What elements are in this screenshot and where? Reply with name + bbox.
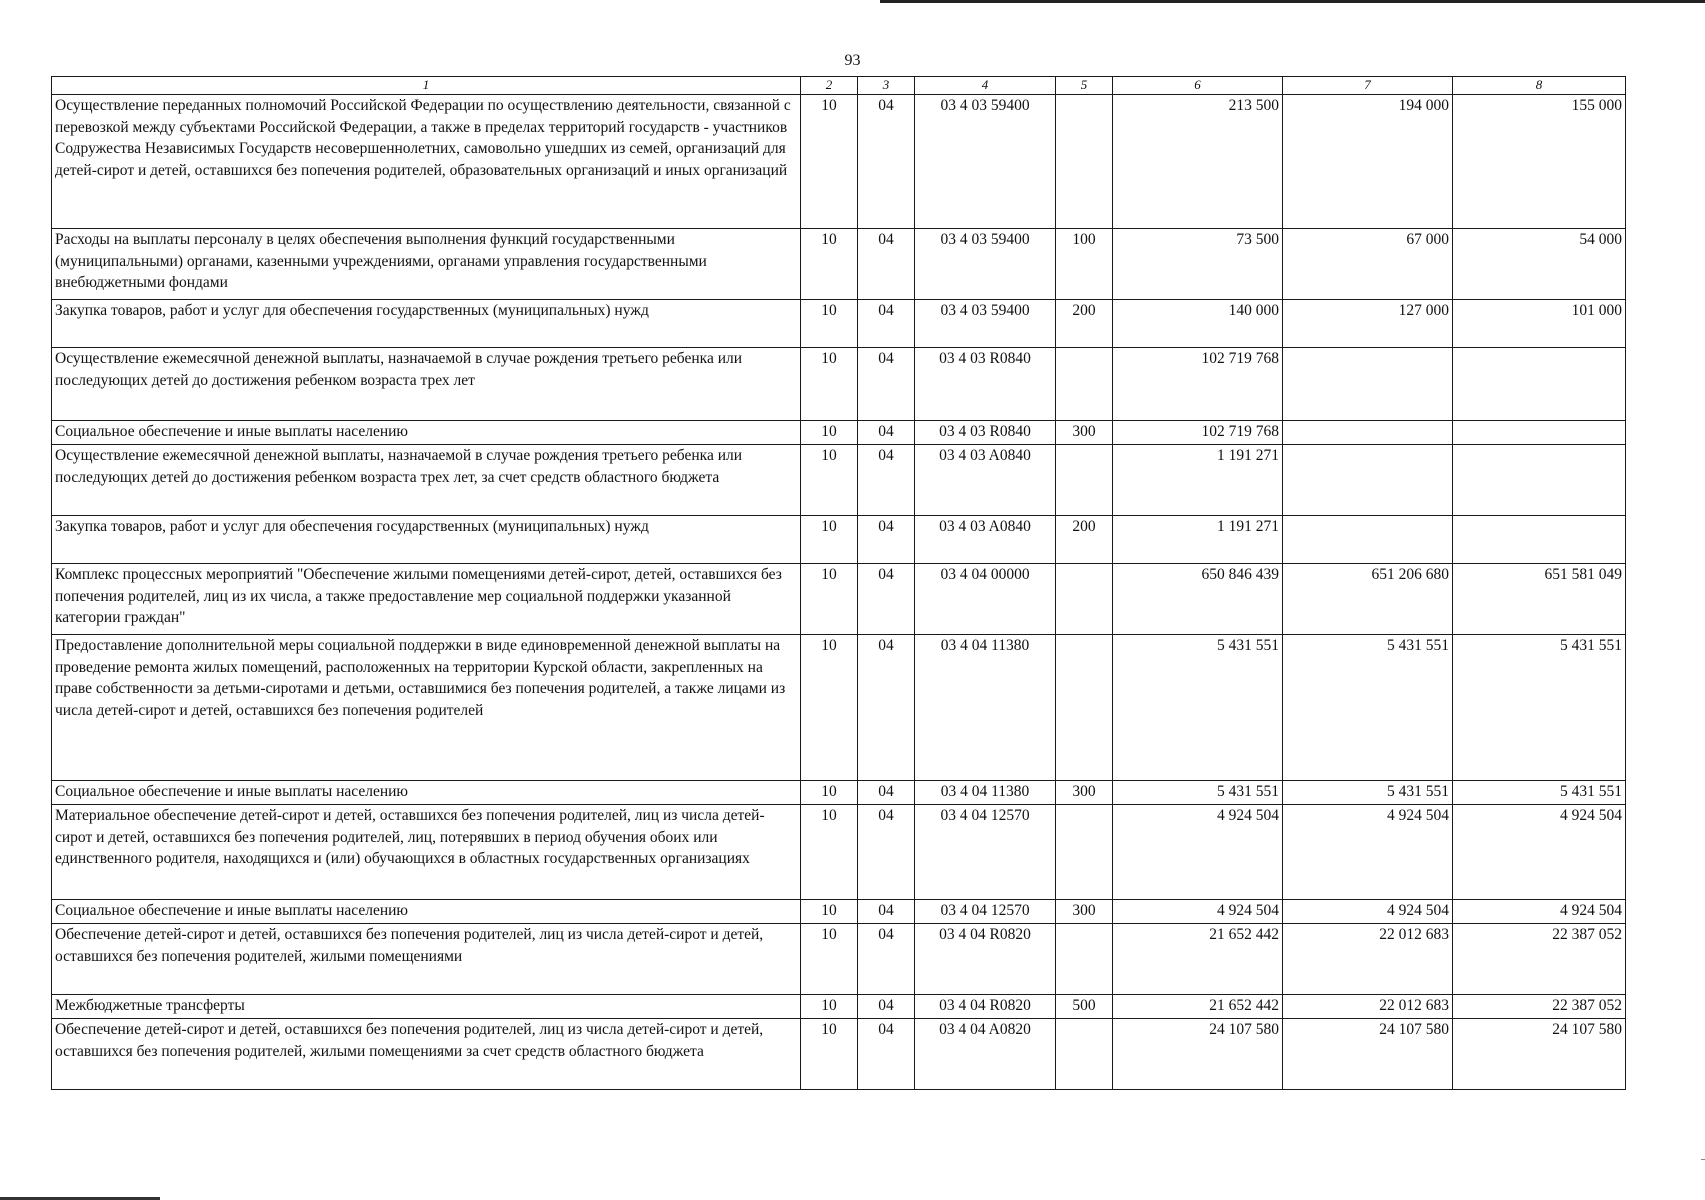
- section-code: 10: [801, 229, 858, 300]
- amount-col7: 22 012 683: [1283, 995, 1453, 1019]
- amount-col7: 127 000: [1283, 300, 1453, 348]
- target-article-code: 03 4 03 R0840: [915, 348, 1056, 421]
- section-code: 10: [801, 635, 858, 781]
- table-row: [52, 445, 1626, 516]
- target-article-code: 03 4 04 12570: [915, 900, 1056, 924]
- subsection-code: 04: [858, 900, 915, 924]
- amount-col6: 5 431 551: [1113, 635, 1283, 781]
- section-code: 10: [801, 445, 858, 516]
- expense-name: Осуществление ежемесячной денежной выплаты, назначаемой в случае рождения третьего ребенка или последующих детей до достижения ребенком возраста трех лет, за счет средств областного бюджета: [52, 445, 801, 516]
- section-code: 10: [801, 516, 858, 564]
- column-header: 6: [1113, 77, 1283, 95]
- expense-type-code: [1056, 564, 1113, 635]
- table-row: [52, 781, 1626, 805]
- amount-col6: 4 924 504: [1113, 900, 1283, 924]
- amount-col6: 102 719 768: [1113, 421, 1283, 445]
- page-number: 93: [844, 52, 861, 69]
- target-article-code: 03 4 03 59400: [915, 229, 1056, 300]
- target-article-code: 03 4 04 00000: [915, 564, 1056, 635]
- table-row: [52, 348, 1626, 421]
- section-code: 10: [801, 95, 858, 229]
- section-code: 10: [801, 348, 858, 421]
- target-article-code: 03 4 03 R0840: [915, 421, 1056, 445]
- expense-name: Социальное обеспечение и иные выплаты населению: [52, 781, 801, 805]
- subsection-code: 04: [858, 95, 915, 229]
- target-article-code: 03 4 03 A0840: [915, 516, 1056, 564]
- expense-name: Социальное обеспечение и иные выплаты населению: [52, 421, 801, 445]
- expense-type-code: 200: [1056, 300, 1113, 348]
- expense-name: Обеспечение детей-сирот и детей, оставшихся без попечения родителей, лиц из числа детей-сирот и детей, оставшихся без попечения родителей, жилыми помещениями за счет средств областного бюджета: [52, 1019, 801, 1090]
- table-row: [52, 924, 1626, 995]
- amount-col8: 54 000: [1453, 229, 1626, 300]
- section-code: 10: [801, 421, 858, 445]
- subsection-code: 04: [858, 781, 915, 805]
- expense-type-code: [1056, 1019, 1113, 1090]
- expense-type-code: 300: [1056, 421, 1113, 445]
- section-code: 10: [801, 995, 858, 1019]
- target-article-code: 03 4 04 11380: [915, 635, 1056, 781]
- amount-col6: 21 652 442: [1113, 995, 1283, 1019]
- amount-col8: 5 431 551: [1453, 781, 1626, 805]
- target-article-code: 03 4 04 R0820: [915, 995, 1056, 1019]
- expense-name: Межбюджетные трансферты: [52, 995, 801, 1019]
- amount-col7: 4 924 504: [1283, 805, 1453, 900]
- section-code: 10: [801, 781, 858, 805]
- expense-name: Осуществление переданных полномочий Российской Федерации по осуществлению деятельности, связанной с перевозкой между субъектами Российской Федерации, а также в пределах территорий государств - участников Содружества Независимых Государств несовершеннолетних, самовольно ушедших из семей, организаций для детей-сирот и детей, оставшихся без попечения родителей, образовательных организаций и иных организаций: [52, 95, 801, 229]
- subsection-code: 04: [858, 995, 915, 1019]
- subsection-code: 04: [858, 445, 915, 516]
- section-code: 10: [801, 805, 858, 900]
- target-article-code: 03 4 03 59400: [915, 300, 1056, 348]
- amount-col8: [1453, 348, 1626, 421]
- amount-col6: 140 000: [1113, 300, 1283, 348]
- amount-col8: 24 107 580: [1453, 1019, 1626, 1090]
- subsection-code: 04: [858, 421, 915, 445]
- subsection-code: 04: [858, 924, 915, 995]
- target-article-code: 03 4 04 11380: [915, 781, 1056, 805]
- subsection-code: 04: [858, 516, 915, 564]
- amount-col7: [1283, 421, 1453, 445]
- amount-col6: 4 924 504: [1113, 805, 1283, 900]
- scan-speck: [1701, 1159, 1705, 1160]
- table-row: [52, 995, 1626, 1019]
- table-row: [52, 900, 1626, 924]
- expense-type-code: [1056, 445, 1113, 516]
- amount-col8: 22 387 052: [1453, 924, 1626, 995]
- expense-name: Расходы на выплаты персоналу в целях обеспечения выполнения функций государственными (муниципальными) органами, казенными учреждениями, органами управления государственными внебюджетными фондами: [52, 229, 801, 300]
- table-row: [52, 300, 1626, 348]
- amount-col8: 22 387 052: [1453, 995, 1626, 1019]
- amount-col8: 4 924 504: [1453, 805, 1626, 900]
- budget-table: [51, 76, 1626, 1090]
- expense-name: Обеспечение детей-сирот и детей, оставшихся без попечения родителей, лиц из числа детей-сирот и детей, оставшихся без попечения родителей, жилыми помещениями: [52, 924, 801, 995]
- amount-col8: 4 924 504: [1453, 900, 1626, 924]
- amount-col7: 24 107 580: [1283, 1019, 1453, 1090]
- section-code: 10: [801, 900, 858, 924]
- table-row: [52, 421, 1626, 445]
- column-header: 7: [1283, 77, 1453, 95]
- section-code: 10: [801, 924, 858, 995]
- amount-col6: 21 652 442: [1113, 924, 1283, 995]
- column-header: 2: [801, 77, 858, 95]
- amount-col7: [1283, 445, 1453, 516]
- subsection-code: 04: [858, 300, 915, 348]
- table-row: [52, 95, 1626, 229]
- amount-col6: 73 500: [1113, 229, 1283, 300]
- amount-col8: 651 581 049: [1453, 564, 1626, 635]
- amount-col7: 5 431 551: [1283, 635, 1453, 781]
- expense-type-code: 200: [1056, 516, 1113, 564]
- subsection-code: 04: [858, 635, 915, 781]
- amount-col7: 5 431 551: [1283, 781, 1453, 805]
- amount-col6: 1 191 271: [1113, 445, 1283, 516]
- amount-col7: [1283, 348, 1453, 421]
- table-row: [52, 229, 1626, 300]
- section-code: 10: [801, 564, 858, 635]
- amount-col6: 5 431 551: [1113, 781, 1283, 805]
- expense-name: Материальное обеспечение детей-сирот и детей, оставшихся без попечения родителей, лиц из числа детей-сирот и детей, оставшихся без попечения родителей, лиц, потерявших в период обучения обоих или единственного родителя, находящихся и (или) обучающихся в областных государственных организациях: [52, 805, 801, 900]
- expense-name: Осуществление ежемесячной денежной выплаты, назначаемой в случае рождения третьего ребенка или последующих детей до достижения ребенком возраста трех лет: [52, 348, 801, 421]
- expense-type-code: [1056, 348, 1113, 421]
- amount-col8: [1453, 445, 1626, 516]
- expense-type-code: 500: [1056, 995, 1113, 1019]
- scan-edge-top: [880, 0, 1705, 3]
- table-row: [52, 635, 1626, 781]
- column-header: 3: [858, 77, 915, 95]
- expense-type-code: 100: [1056, 229, 1113, 300]
- target-article-code: 03 4 03 59400: [915, 95, 1056, 229]
- expense-type-code: [1056, 635, 1113, 781]
- column-header: 5: [1056, 77, 1113, 95]
- table-row: [52, 805, 1626, 900]
- amount-col8: [1453, 516, 1626, 564]
- column-number-row: [52, 77, 1626, 95]
- section-code: 10: [801, 300, 858, 348]
- expense-name: Закупка товаров, работ и услуг для обеспечения государственных (муниципальных) нужд: [52, 300, 801, 348]
- amount-col8: 5 431 551: [1453, 635, 1626, 781]
- expense-type-code: 300: [1056, 900, 1113, 924]
- amount-col8: 101 000: [1453, 300, 1626, 348]
- amount-col6: 650 846 439: [1113, 564, 1283, 635]
- amount-col7: 4 924 504: [1283, 900, 1453, 924]
- column-header: 1: [52, 77, 801, 95]
- amount-col6: 102 719 768: [1113, 348, 1283, 421]
- expense-name: Комплекс процессных мероприятий "Обеспечение жилыми помещениями детей-сирот, детей, оставшихся без попечения родителей, лиц из их числа, а также предоставление мер социальной поддержки указанной категории граждан": [52, 564, 801, 635]
- expense-type-code: [1056, 924, 1113, 995]
- amount-col7: 651 206 680: [1283, 564, 1453, 635]
- amount-col7: 67 000: [1283, 229, 1453, 300]
- amount-col7: 194 000: [1283, 95, 1453, 229]
- subsection-code: 04: [858, 805, 915, 900]
- expense-type-code: [1056, 95, 1113, 229]
- subsection-code: 04: [858, 564, 915, 635]
- table-row: [52, 516, 1626, 564]
- amount-col7: [1283, 516, 1453, 564]
- amount-col7: 22 012 683: [1283, 924, 1453, 995]
- amount-col8: [1453, 421, 1626, 445]
- amount-col6: 213 500: [1113, 95, 1283, 229]
- target-article-code: 03 4 04 12570: [915, 805, 1056, 900]
- column-header: 8: [1453, 77, 1626, 95]
- expense-name: Социальное обеспечение и иные выплаты населению: [52, 900, 801, 924]
- table-row: [52, 564, 1626, 635]
- subsection-code: 04: [858, 229, 915, 300]
- table-row: [52, 1019, 1626, 1090]
- target-article-code: 03 4 03 A0840: [915, 445, 1056, 516]
- expense-type-code: [1056, 805, 1113, 900]
- amount-col8: 155 000: [1453, 95, 1626, 229]
- expense-type-code: 300: [1056, 781, 1113, 805]
- target-article-code: 03 4 04 R0820: [915, 924, 1056, 995]
- column-header: 4: [915, 77, 1056, 95]
- section-code: 10: [801, 1019, 858, 1090]
- amount-col6: 1 191 271: [1113, 516, 1283, 564]
- amount-col6: 24 107 580: [1113, 1019, 1283, 1090]
- subsection-code: 04: [858, 1019, 915, 1090]
- subsection-code: 04: [858, 348, 915, 421]
- expense-name: Предоставление дополнительной меры социальной поддержки в виде единовременной денежной выплаты на проведение ремонта жилых помещений, расположенных на территории Курской области, закрепленных на праве собственности за детьми-сиротами и детьми, оставшимися без попечения родителей, а также лицами из числа детей-сирот и детей, оставшихся без попечения родителей: [52, 635, 801, 781]
- target-article-code: 03 4 04 A0820: [915, 1019, 1056, 1090]
- expense-name: Закупка товаров, работ и услуг для обеспечения государственных (муниципальных) нужд: [52, 516, 801, 564]
